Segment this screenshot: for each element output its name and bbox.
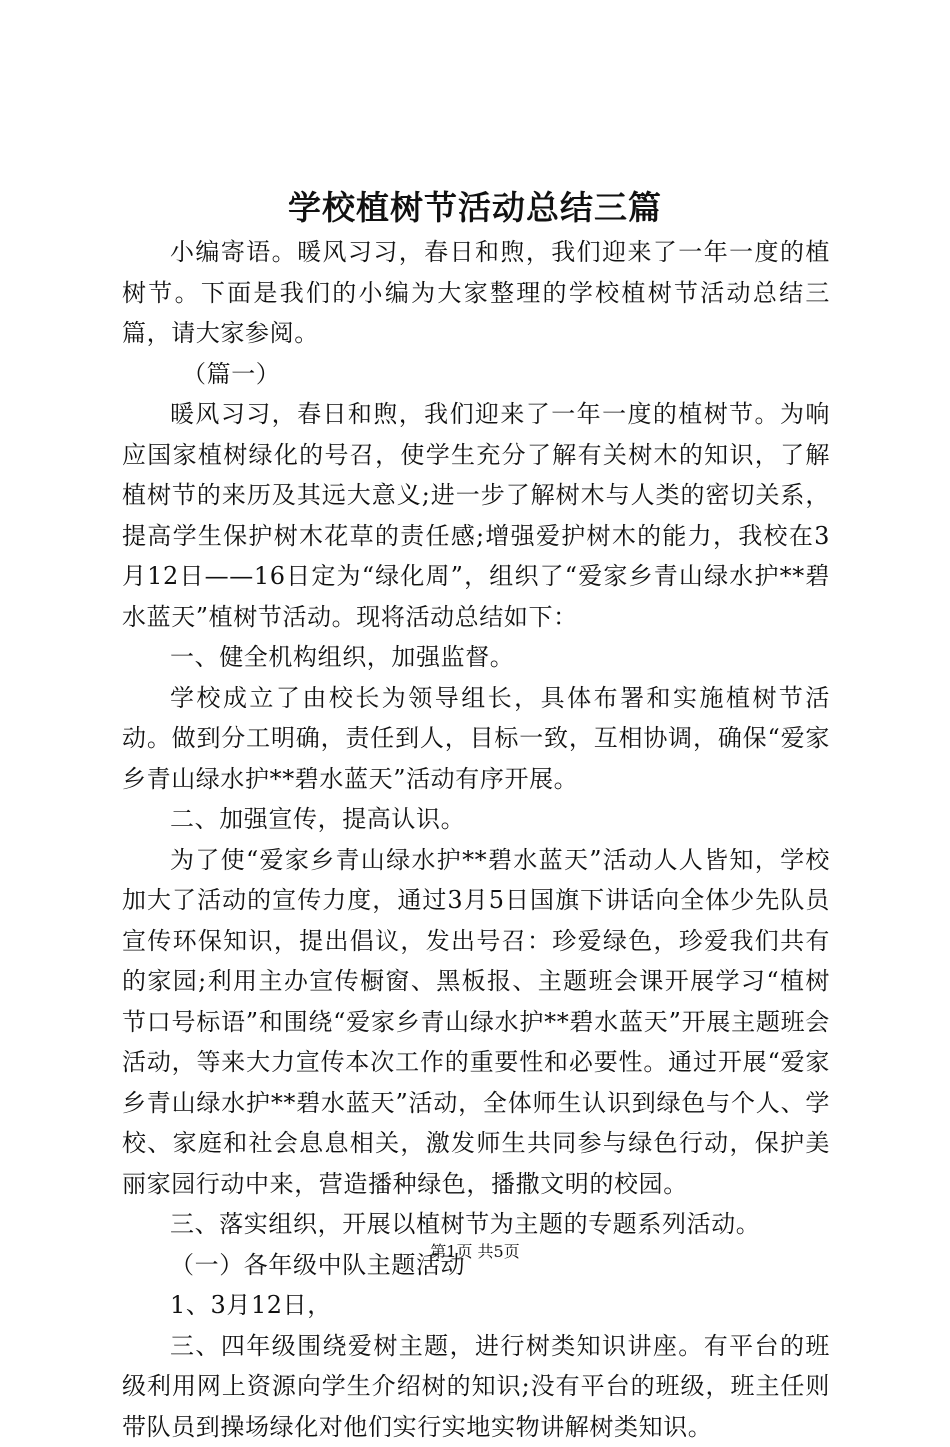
page-footer: 第1页 共5页 xyxy=(0,1240,950,1264)
paragraph-grade-activity: 三、四年级围绕爱树主题，进行树类知识讲座。有平台的班级利用网上资源向学生介绍树的知识;没有平台的班级，班主任则带队员到操场绿化对他们实行实地实物讲解树类知识。 xyxy=(122,1326,830,1447)
paragraph-subheading-1: （一）各年级中队主题活动 xyxy=(122,1245,830,1286)
paragraph-publicity: 为了使“爱家乡青山绿水护**碧水蓝天”活动人人皆知，学校加大了活动的宣传力度，通过3月5日国旗下讲话向全体少先队员宣传环保知识，提出倡议，发出号召：珍爱绿色，珍爱我们共有的家园;利用主办宣传橱窗、黑板报、主题班会课开展学习“植树节口号标语”和围绕“爱家乡青山绿水护**碧水蓝天”开展主题班会活动，等来大力宣传本次工作的重要性和必要性。通过开展“爱家乡青山绿水护**碧水蓝天”活动，全体师生认识到绿色与个人、学校、家庭和社会息息相关，激发师生共同参与绿色行动，保护美丽家园行动中来，营造播种绿色，播撒文明的校园。 xyxy=(122,840,830,1205)
paragraph-heading-2: 二、加强宣传，提高认识。 xyxy=(122,799,830,840)
paragraph-organization: 学校成立了由校长为领导组长，具体布署和实施植树节活动。做到分工明确，责任到人，目标一致，互相协调，确保“爱家乡青山绿水护**碧水蓝天”活动有序开展。 xyxy=(122,678,830,800)
paragraph-heading-1: 一、健全机构组织，加强监督。 xyxy=(122,637,830,678)
paragraph-section-label: （篇一） xyxy=(122,354,830,395)
paragraph-heading-3: 三、落实组织，开展以植树节为主题的专题系列活动。 xyxy=(122,1204,830,1245)
document-title: 学校植树节活动总结三篇 xyxy=(0,184,950,232)
paragraph-section-one-body: 暖风习习，春日和煦，我们迎来了一年一度的植树节。为响应国家植树绿化的号召，使学生充分了解有关树木的知识，了解植树节的来历及其远大意义;进一步了解树木与人类的密切关系，提高学生保护树木花草的责任感;增强爱护树木的能力，我校在3月12日——16日定为“绿化周”，组织了“爱家乡青山绿水护**碧水蓝天”植树节活动。现将活动总结如下： xyxy=(122,394,830,637)
paragraph-intro: 小编寄语。暖风习习，春日和煦，我们迎来了一年一度的植树节。下面是我们的小编为大家整理的学校植树节活动总结三篇，请大家参阅。 xyxy=(122,232,830,354)
paragraph-date-item: 1、3月12日， xyxy=(122,1285,830,1326)
document-body xyxy=(122,232,830,1447)
